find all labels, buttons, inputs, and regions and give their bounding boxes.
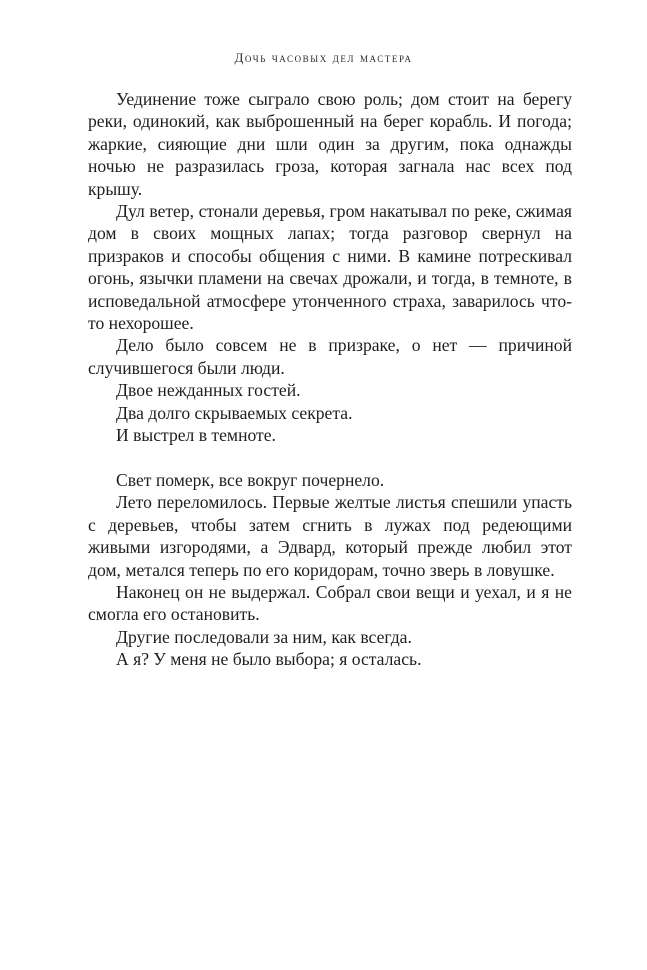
paragraph: Наконец он не выдержал. Собрал свои вещи и уехал, и я не смогла его остановить.	[88, 581, 572, 625]
paragraph: Другие последовали за ним, как всегда.	[116, 626, 412, 647]
paragraph: Дул ветер, стонали деревья, гром накатывал по реке, сжимая дом в своих мощных лапах; тогда разговор свернул на призраков и способы общения с ними. В камине потрескивал огонь, язычки пламени на свечах дрожали, и тогда, в темноте, в исповедальной атмосфере утонченного страха, заварилось что-то нехорошее.	[88, 201, 572, 334]
paragraph: Уединение тоже сыграло свою роль; дом стоит на берегу реки, одинокий, как выброшенный на берег корабль. И погода; жаркие, сияющие дни шли один за другим, пока однажды ночью не разразилась гроза, которая загнала нас всех под крышу.	[88, 89, 572, 199]
body-text	[88, 88, 572, 671]
paragraph: Свет померк, все вокруг почернело.	[116, 469, 385, 490]
paragraph: Дело было совсем не в призраке, о нет — причиной случившегося были люди.	[88, 335, 572, 378]
paragraph: Лето переломилось. Первые желтые листья спешили упасть с деревьев, чтобы затем сгнить в лужах под редеющими живыми изгородями, а Эдвард, который прежде любил этот дом, метался теперь по его коридорам, точно зверь в ловушке.	[88, 492, 572, 580]
paragraph: Двое нежданных гостей.	[116, 380, 301, 401]
paragraph: А я? У меня не было выбора; я осталась.	[116, 649, 422, 670]
paragraph: Два долго скрываемых секрета.	[116, 402, 353, 423]
running-header: Дочь часовых дел мастера	[234, 50, 413, 65]
paragraph: И выстрел в темноте.	[116, 425, 276, 446]
